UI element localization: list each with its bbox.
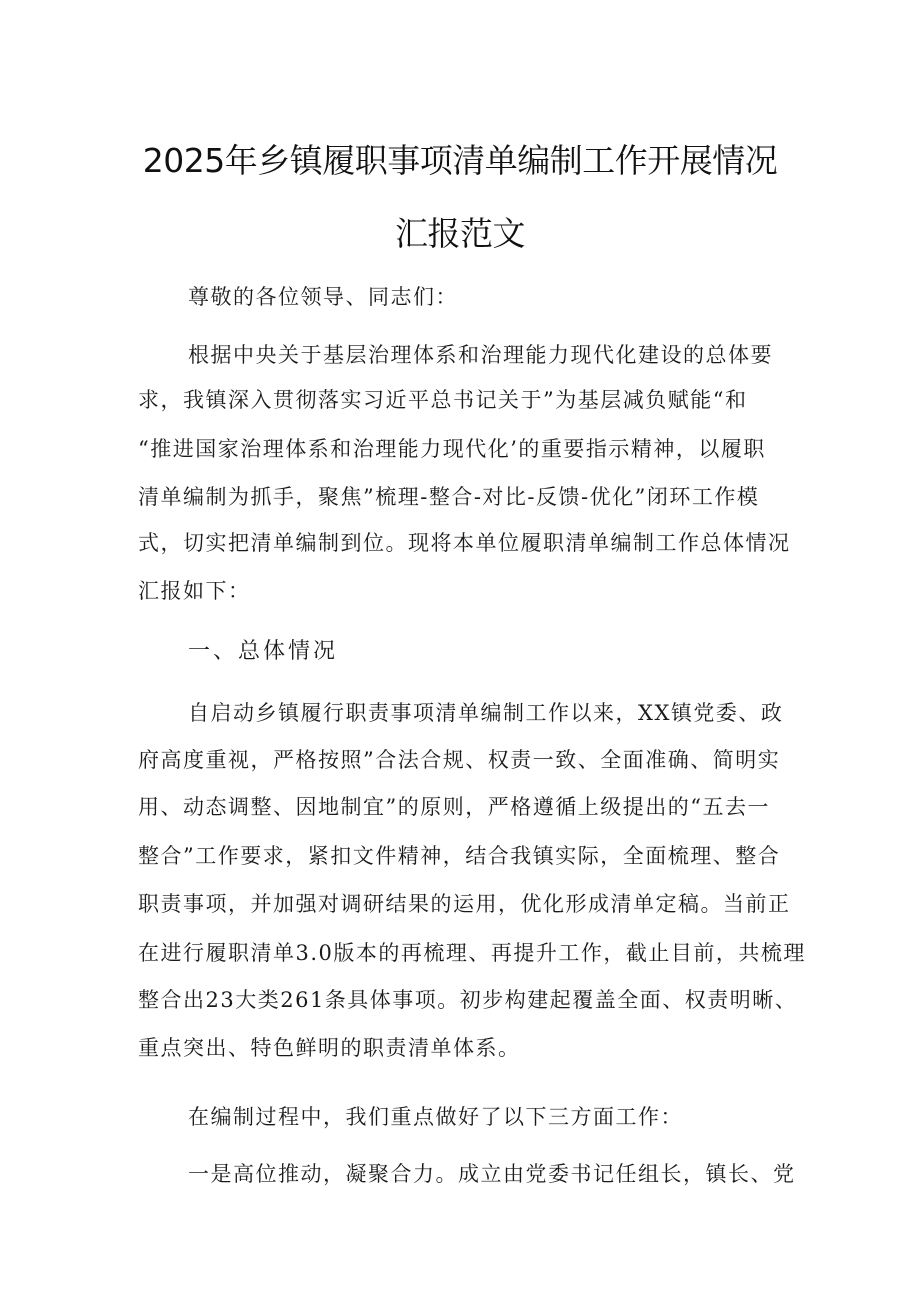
overview-line-2: 府高度重视，严格按照”合法合规、权责一致、全面准确、简明实 [138,748,781,772]
overview-line-3: 用、动态调整、因地制宜”的原则，严格遵循上级提出的“五去一 [138,795,770,819]
salutation: 尊敬的各位领导、同志们： [188,285,458,309]
overview-line-1: 自启动乡镇履行职责事项清单编制工作以来，XX镇党委、政 [188,701,784,725]
intro-line-2: 求，我镇深入贯彻落实习近平总书记关于”为基层减负赋能“和 [138,388,748,412]
overview-line-4: 整合”工作要求，紧扣文件精神，结合我镇实际，全面梳理、整合 [138,844,781,868]
overview-line-8: 重点突出、特色鲜明的职责清单体系。 [138,1036,521,1060]
section-heading-overview: 一、总体情况 [188,639,339,664]
overview-line-5: 职责事项，并加强对调研结果的运用，优化形成清单定稿。当前正 [138,892,791,916]
intro-line-4: 清单编制为抓手，聚焦”梳理-整合-对比-反馈-优化”闭环工作模 [138,485,760,509]
intro-line-6: 汇报如下： [138,579,251,603]
overview-line-6: 在进行履职清单3.0版本的再梳理、再提升工作，截止目前，共梳理 [138,941,806,965]
document-title-line-2: 汇报范文 [395,214,525,253]
overview-line-7: 整合出23大类261条具体事项。初步构建起覆盖全面、权责明晰、 [138,988,798,1012]
document-title-line-1: 2025年乡镇履职事项清单编制工作开展情况 [142,141,778,180]
intro-line-3: “推进国家治理体系和治理能力现代化’的重要指示精神，以履职 [138,437,766,461]
point1-line-1: 一是高位推动，凝聚合力。成立由党委书记任组长，镇长、党 [188,1162,796,1186]
process-intro: 在编制过程中，我们重点做好了以下三方面工作： [188,1105,683,1129]
intro-line-5: 式，切实把清单编制到位。现将本单位履职清单编制工作总体情况 [138,531,791,555]
intro-line-1: 根据中央关于基层治理体系和治理能力现代化建设的总体要 [188,343,773,367]
